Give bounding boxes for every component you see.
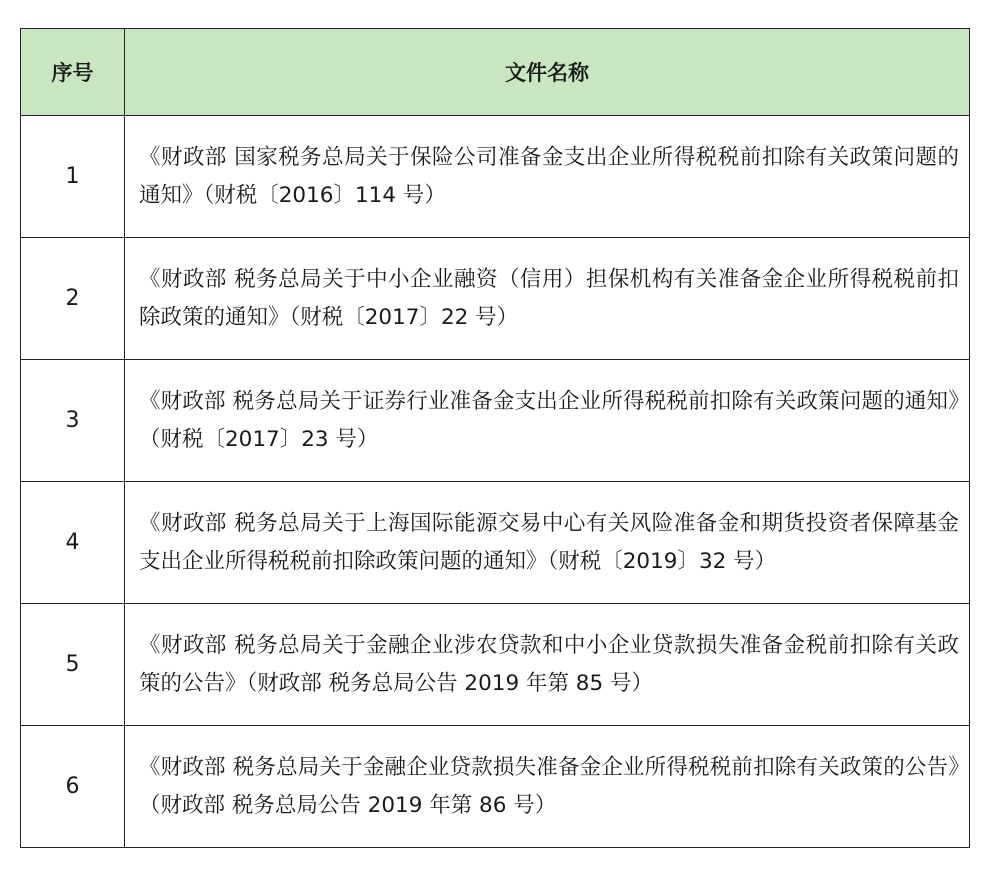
row-index: 3 [21,360,125,482]
table-row [21,360,970,482]
row-index: 5 [21,604,125,726]
header-index: 序号 [21,29,125,116]
row-document-name: 《财政部 税务总局关于金融企业涉农贷款和中小企业贷款损失准备金税前扣除有关政策的公告》（财政部 税务总局公告 2019 年第 85 号） [125,604,970,726]
row-index: 2 [21,238,125,360]
table-row [21,238,970,360]
row-index: 6 [21,726,125,848]
document-list-table [20,28,970,848]
table-row [21,116,970,238]
table-row [21,482,970,604]
row-index: 4 [21,482,125,604]
row-index: 1 [21,116,125,238]
row-document-name: 《财政部 税务总局关于中小企业融资（信用）担保机构有关准备金企业所得税税前扣除政策的通知》（财税〔2017〕22 号） [125,238,970,360]
table-row [21,726,970,848]
row-document-name: 《财政部 税务总局关于上海国际能源交易中心有关风险准备金和期货投资者保障基金支出企业所得税税前扣除政策问题的通知》（财税〔2019〕32 号） [125,482,970,604]
table-header-row [21,29,970,116]
row-document-name: 《财政部 国家税务总局关于保险公司准备金支出企业所得税税前扣除有关政策问题的通知》（财税〔2016〕114 号） [125,116,970,238]
row-document-name: 《财政部 税务总局关于证券行业准备金支出企业所得税税前扣除有关政策问题的通知》（财税〔2017〕23 号） [125,360,970,482]
header-name: 文件名称 [125,29,970,116]
row-document-name: 《财政部 税务总局关于金融企业贷款损失准备金企业所得税税前扣除有关政策的公告》（财政部 税务总局公告 2019 年第 86 号） [125,726,970,848]
table-row [21,604,970,726]
